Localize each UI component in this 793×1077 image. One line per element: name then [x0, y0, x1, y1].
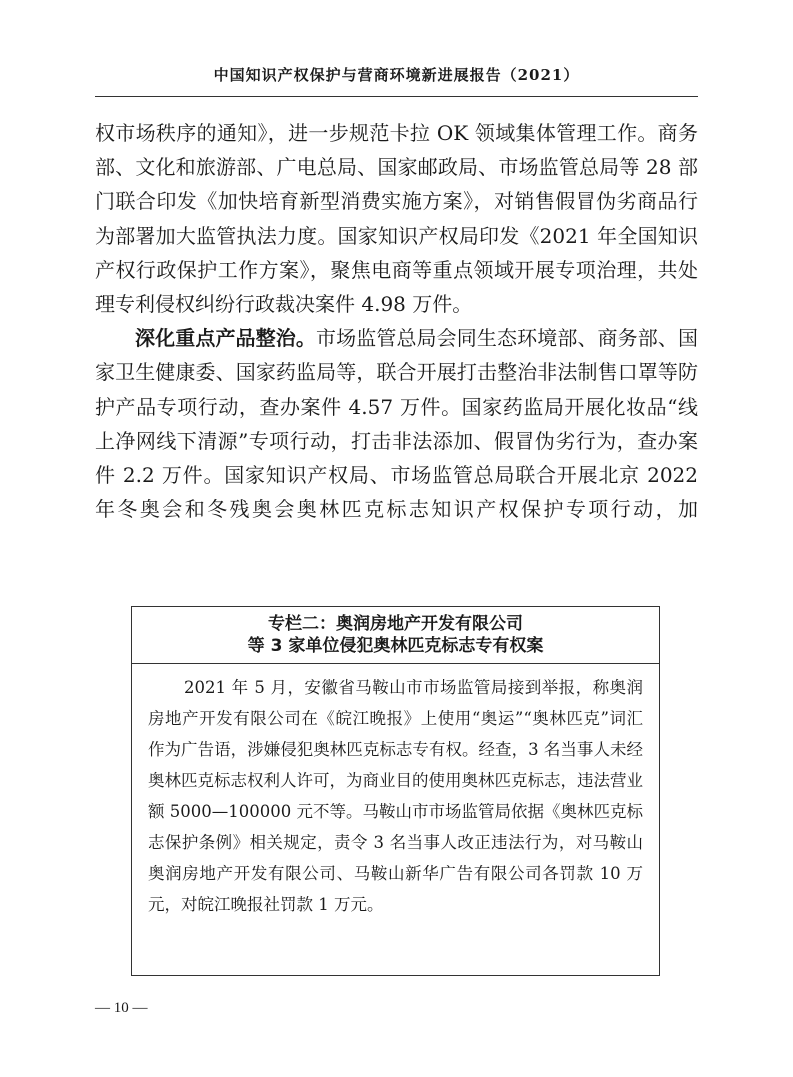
paragraph-1: 权市场秩序的通知》，进一步规范卡拉 OK 领域集体管理工作。商务部、文化和旅游部、广电总局、国家邮政局、市场监管总局等 28 部门联合印发《加快培育新型消费实施方案》，对销售假冒伪劣商品行为部署加大监管执法力度。国家知识产权局印发《2021 年全国知识产权行政保护工作方案》，聚焦电商等重点领域开展专项治理，共处理专利侵权纠纷行政裁决案件 4.98 万件。: [95, 121, 698, 317]
page-number: — 10 —: [95, 1000, 148, 1016]
case-box-title-line2: 等 3 家单位侵犯奥林匹克标志专有权案: [247, 636, 544, 656]
header-rule: [95, 96, 698, 97]
case-box-title: [132, 607, 659, 664]
case-box-body: [132, 664, 659, 920]
paragraph-2-text: 市场监管总局会同生态环境部、商务部、国家卫生健康委、国家药监局等，联合开展打击整治非法制售口罩等防护产品专项行动，查办案件 4.57 万件。国家药监局开展化妆品“线上净网线下清源”专项行动，打击非法添加、假冒伪劣行为，查办案件 2.2 万件。国家知识产权局、市场监管总局联合开展北京 2022 年冬奥会和冬残奥会奥林匹克标志知识产权保护专项行动，加: [95, 326, 698, 522]
case-box-text: 2021 年 5 月，安徽省马鞍山市市场监管局接到举报，称奥润房地产开发有限公司在《皖江晚报》上使用“奥运”“奥林匹克”词汇作为广告语，涉嫌侵犯奥林匹克标志专有权。经查，3 名当事人未经奥林匹克标志权利人许可，为商业目的使用奥林匹克标志，违法营业额 5000—100000 元不等。马鞍山市市场监管局依据《奥林匹克标志保护条例》相关规定，责令 3 名当事人改正违法行为，对马鞍山奥润房地产开发有限公司、马鞍山新华广告有限公司各罚款 10 万元，对皖江晚报社罚款 1 万元。: [148, 678, 643, 914]
running-header: 中国知识产权保护与营商环境新进展报告（2021）: [213, 66, 580, 84]
body-text: [95, 116, 698, 526]
paragraph-2-lead: 深化重点产品整治。: [135, 326, 316, 351]
case-sidebar-box: [131, 606, 660, 976]
case-box-title-line1: 专栏二：奥润房地产开发有限公司: [268, 614, 523, 634]
paragraph-2: [95, 321, 698, 526]
